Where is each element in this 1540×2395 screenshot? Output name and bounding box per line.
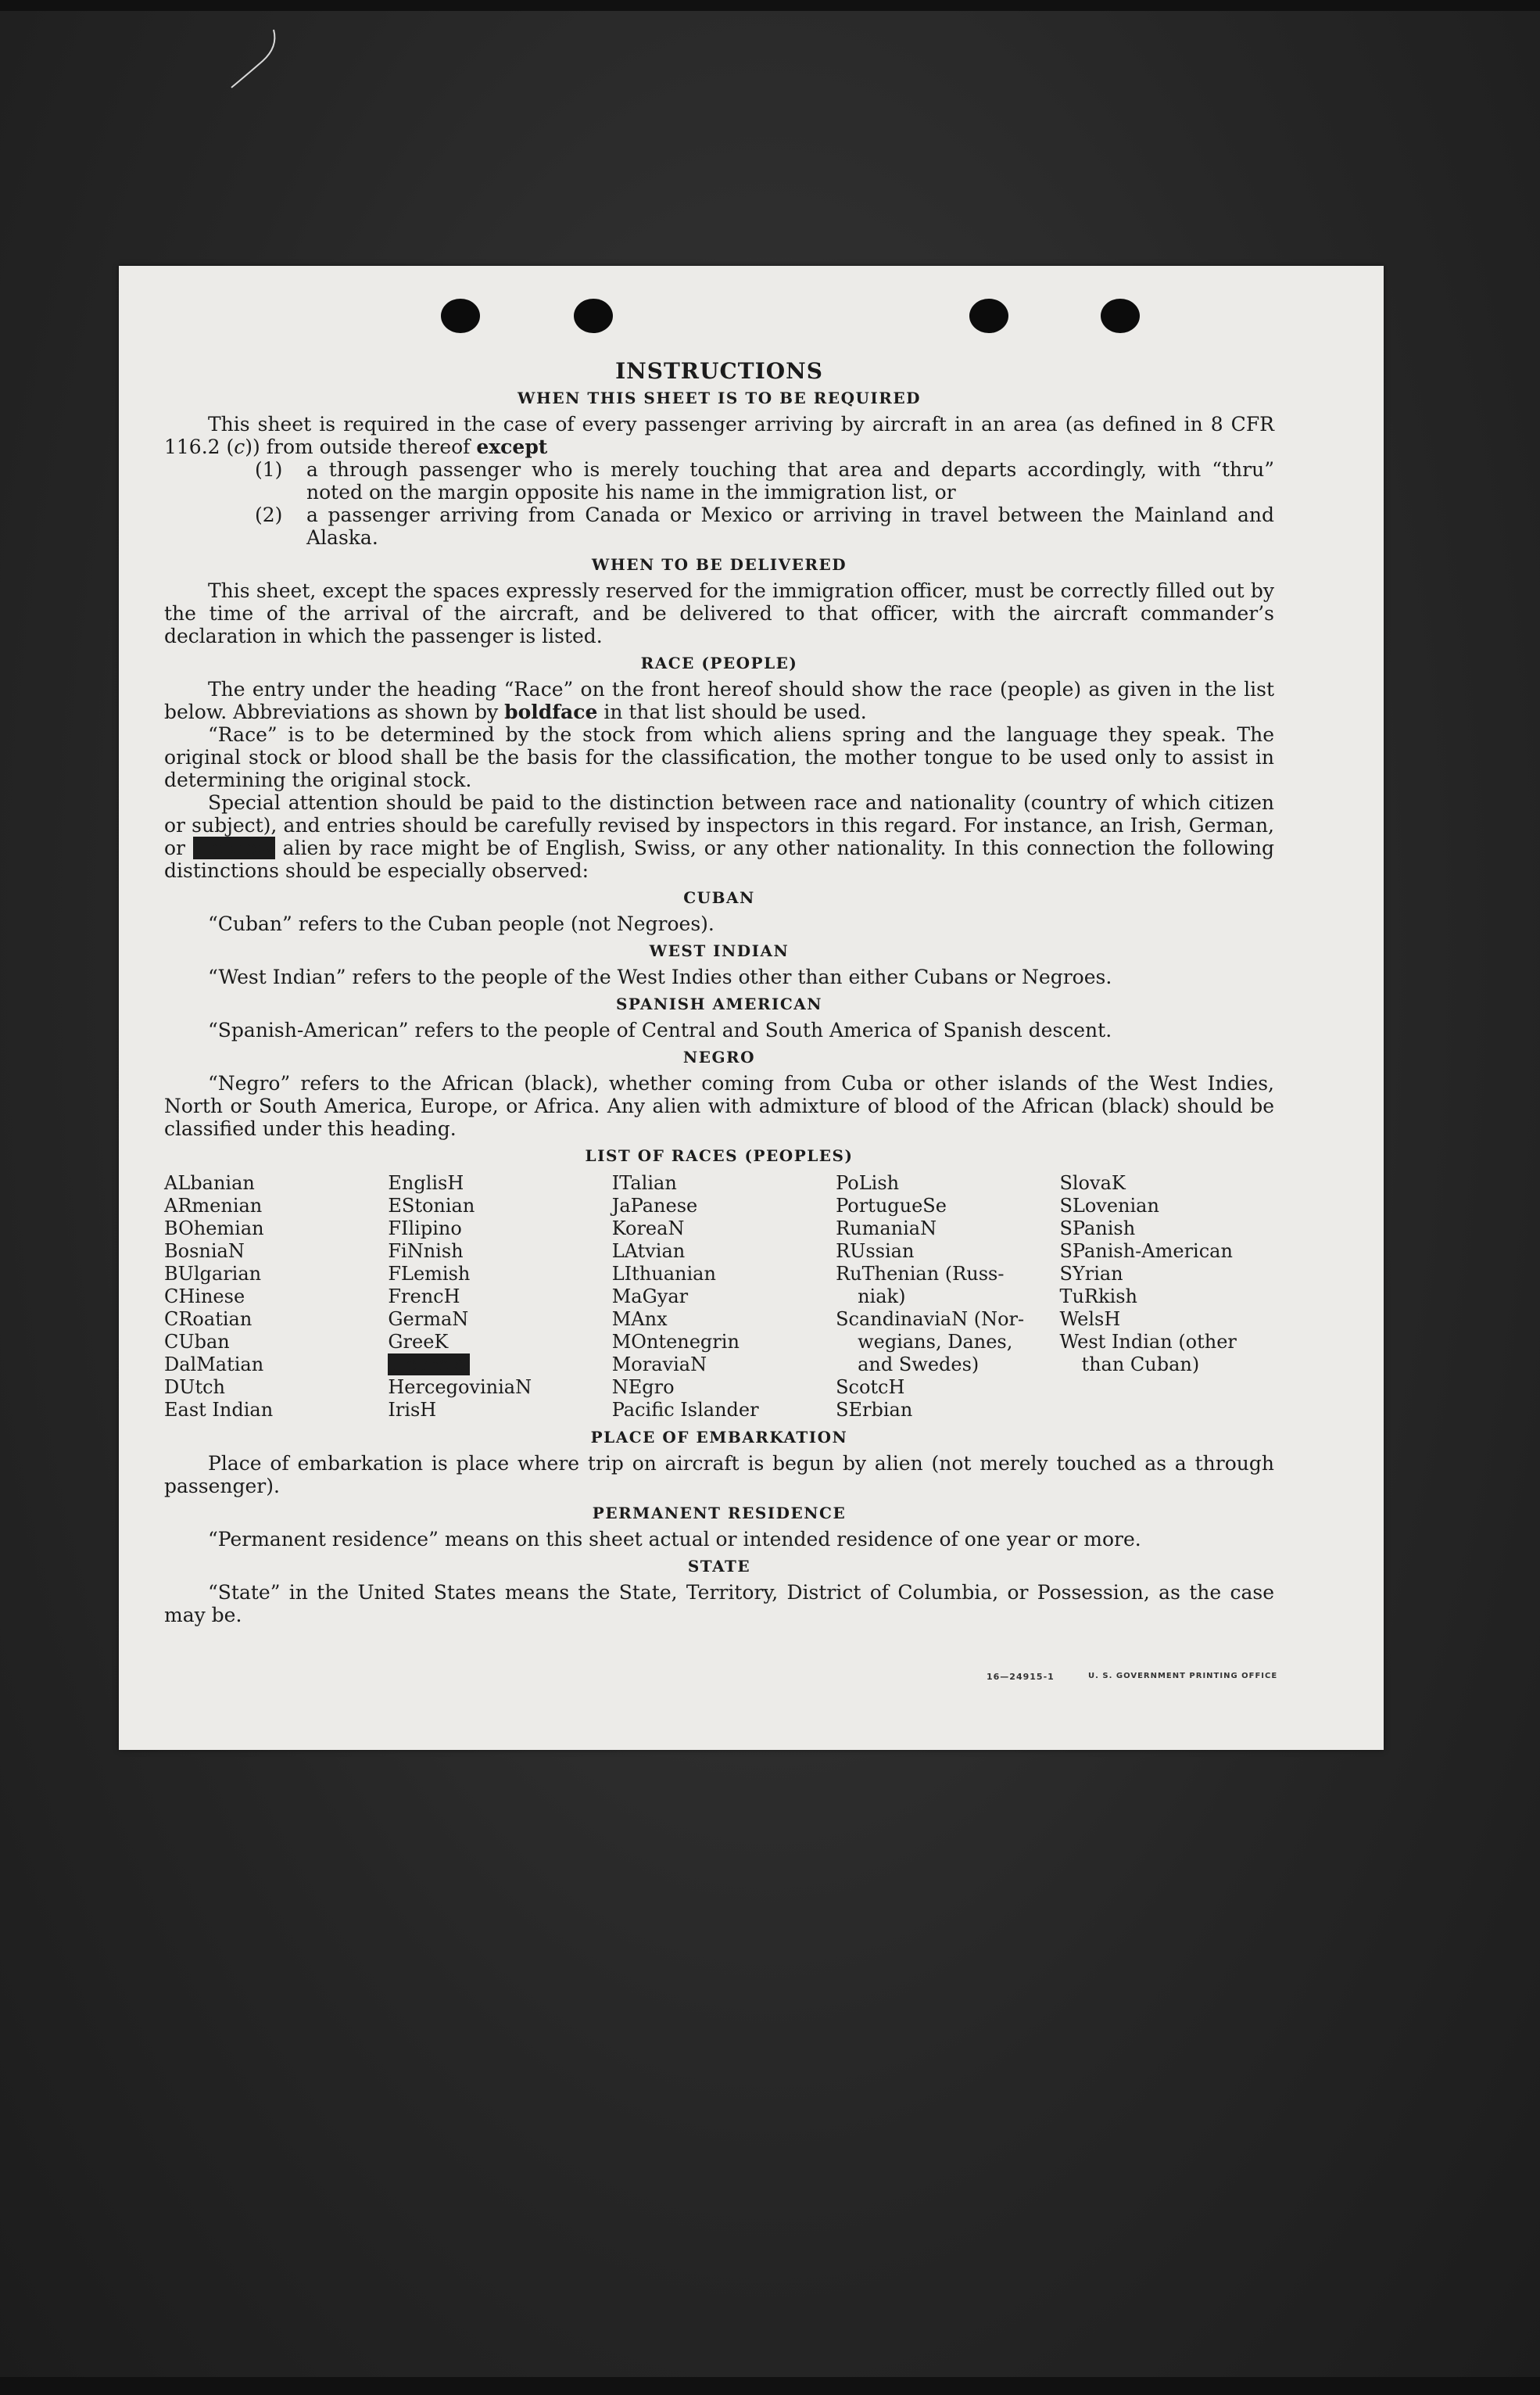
when-delivered-text: This sheet, except the spaces expressly reserved for the immigration officer, must be correctly filled out by the time of the arrival of the aircraft, and be delivered to that officer, with the aircraft commander’s declaration in which the passenger is listed. [164,579,1274,647]
race-p3-text-a: Special attention should be paid to the distinction between race and nationality (country of which citizen or subject), and entries should be carefully revised by inspectors in this regard. For instance, an Irish, German, or [164,791,1274,859]
race-item: KoreaN [611,1217,685,1239]
race-p1-bold: boldface [504,701,598,723]
race-item-continued: and Swedes) [858,1353,980,1375]
race-item: CUban [164,1331,230,1353]
item-number: (2) [255,504,283,526]
item-text: a passenger arriving from Canada or Mexico or arriving in travel between the Mainland and Alaska. [306,504,1274,549]
form-code: 16—24915-1 [987,1672,1055,1682]
races-list [164,1172,1274,1422]
punch-hole [574,299,613,333]
punch-hole [969,299,1008,333]
instruction-sheet [119,266,1384,1750]
race-item: MaGyar [611,1285,689,1307]
race-item: RumaniaN [836,1217,937,1239]
intro-italic: c [234,436,245,458]
race-item-continued: wegians, Danes, [858,1331,1013,1353]
race-item: ScandinaviaN (Nor- [836,1308,1025,1330]
intro-text-a: This sheet is required in the case of every passenger arriving by aircraft in an area (as defined in 8 CFR 116.2 ( [164,413,1274,458]
section-heading-permanent-residence: PERMANENT RESIDENCE [592,1504,847,1522]
race-item: ITalian [611,1172,677,1194]
race-p3-text-b: alien by race might be of English, Swiss, or any other nationality. In this connection the following distinctions should be especially observed: [164,837,1275,882]
race-item: LAtvian [611,1240,686,1262]
race-item: SLovenian [1059,1195,1159,1217]
section-heading-cuban: CUBAN [683,888,755,907]
section-heading-list-of-races: LIST OF RACES (PEOPLES) [585,1146,854,1165]
races-column-1 [164,1172,388,1422]
race-item: SPanish-American [1059,1240,1233,1262]
race-item: FiNnish [388,1240,464,1262]
race-item: GreeK [388,1331,449,1353]
section-heading-when-required: WHEN THIS SHEET IS TO BE REQUIRED [518,389,921,407]
race-item: East Indian [164,1399,274,1421]
race-p1-text-a: The entry under the heading “Race” on the front hereof should show the race (people) as given in the list below. Abbreviations as shown by [164,678,1274,723]
races-column-5 [1059,1172,1274,1422]
race-item: DalMatian [164,1353,264,1375]
west-indian-text: “West Indian” refers to the people of the West Indies other than either Cubans or Negroes. [208,966,1112,988]
race-item: SPanish [1059,1217,1136,1239]
place-of-embarkation-text: Place of embarkation is place where trip on aircraft is begun by alien (not merely touched as a through passenger). [164,1452,1274,1497]
section-heading-state: STATE [687,1557,751,1576]
race-item: RUssian [836,1240,915,1262]
race-item: SErbian [836,1399,913,1421]
intro-bold: except [476,436,548,458]
page-title: INSTRUCTIONS [615,358,823,384]
race-item: RuThenian (Russ- [836,1263,1005,1285]
race-item: SYrian [1059,1263,1123,1285]
section-heading-place-of-embarkation: PLACE OF EMBARKATION [590,1428,848,1447]
state-text: “State” in the United States means the State, Territory, District of Columbia, or Possession, as the case may be. [164,1581,1274,1626]
redacted-word: Hebrew [194,837,274,859]
exception-item-2 [255,504,1274,549]
race-item: DUtch [164,1376,226,1398]
intro-text-b: )) from outside thereof [245,436,477,458]
race-item: FrencH [388,1285,460,1307]
race-item: EStonian [388,1195,475,1217]
race-item: WelsH [1059,1308,1121,1330]
punch-hole [441,299,480,333]
when-required-intro [164,413,1274,458]
permanent-residence-text: “Permanent residence” means on this sheet actual or intended residence of one year or more. [208,1528,1141,1551]
section-heading-spanish-american: SPANISH AMERICAN [615,995,823,1013]
races-column-4 [836,1172,1059,1422]
race-item: NEgro [611,1376,675,1398]
film-scratch-mark [227,23,297,94]
punch-hole [1101,299,1140,333]
redacted-race-item: HebreW [389,1353,469,1375]
race-item: TuRkish [1059,1285,1137,1307]
race-item: Pacific Islander [611,1399,759,1421]
race-item: GermaN [388,1308,469,1330]
races-column-3 [612,1172,836,1422]
race-item: PortugueSe [836,1195,947,1217]
race-paragraph-2: “Race” is to be determined by the stock from which aliens spring and the language they speak. The original stock or blood shall be the basis for the classification, the mother tongue to be used only to assist in determining the original stock. [164,723,1274,791]
race-item: ALbanian [164,1172,255,1194]
races-column-2 [388,1172,611,1422]
race-item: EnglisH [388,1172,464,1194]
race-item: FLemish [388,1263,471,1285]
race-item: BosniaN [164,1240,245,1262]
race-p1-text-b: in that list should be used. [597,701,867,723]
race-item: IrisH [388,1399,437,1421]
section-heading-race: RACE (PEOPLE) [640,654,798,672]
race-item: LIthuanian [611,1263,716,1285]
item-number: (1) [255,458,283,481]
race-item-continued: than Cuban) [1081,1353,1200,1375]
race-item: MoraviaN [611,1353,707,1375]
race-item: BUlgarian [164,1263,262,1285]
section-heading-when-delivered: WHEN TO BE DELIVERED [591,555,847,574]
race-item: FIlipino [388,1217,462,1239]
race-item: BOhemian [164,1217,264,1239]
race-item: CHinese [164,1285,245,1307]
race-item: MAnx [611,1308,668,1330]
race-item: ScotcH [836,1376,905,1398]
negro-text: “Negro” refers to the African (black), whether coming from Cuba or other islands of the West Indies, North or South America, Europe, or Africa. Any alien with admixture of blood of the African (black) should be classified under this heading. [164,1072,1274,1140]
instructions-content [164,360,1274,1626]
item-text: a through passenger who is merely touching that area and departs accordingly, with “thru” noted on the margin opposite his name in the immigration list, or [306,458,1274,504]
race-item: PoLish [836,1172,900,1194]
spanish-american-text: “Spanish-American” refers to the people of Central and South America of Spanish descent. [208,1019,1112,1042]
section-heading-west-indian: WEST INDIAN [649,941,790,960]
race-item: SlovaK [1059,1172,1126,1194]
printer-imprint: U. S. GOVERNMENT PRINTING OFFICE [1088,1672,1278,1680]
exception-item-1 [255,458,1274,504]
cuban-text: “Cuban” refers to the Cuban people (not Negroes). [208,912,714,935]
race-item: ARmenian [164,1195,263,1217]
section-heading-negro: NEGRO [682,1048,756,1067]
race-paragraph-1 [164,678,1274,723]
race-paragraph-3 [164,791,1274,882]
race-item: West Indian (other [1059,1331,1237,1353]
film-edge-bottom [0,2377,1540,2395]
film-edge-top [0,0,1540,11]
race-item: MOntenegrin [611,1331,740,1353]
race-item: JaPanese [611,1195,698,1217]
race-item-continued: niak) [858,1285,906,1307]
race-item: HercegoviniaN [388,1376,532,1398]
race-item: CRoatian [164,1308,252,1330]
